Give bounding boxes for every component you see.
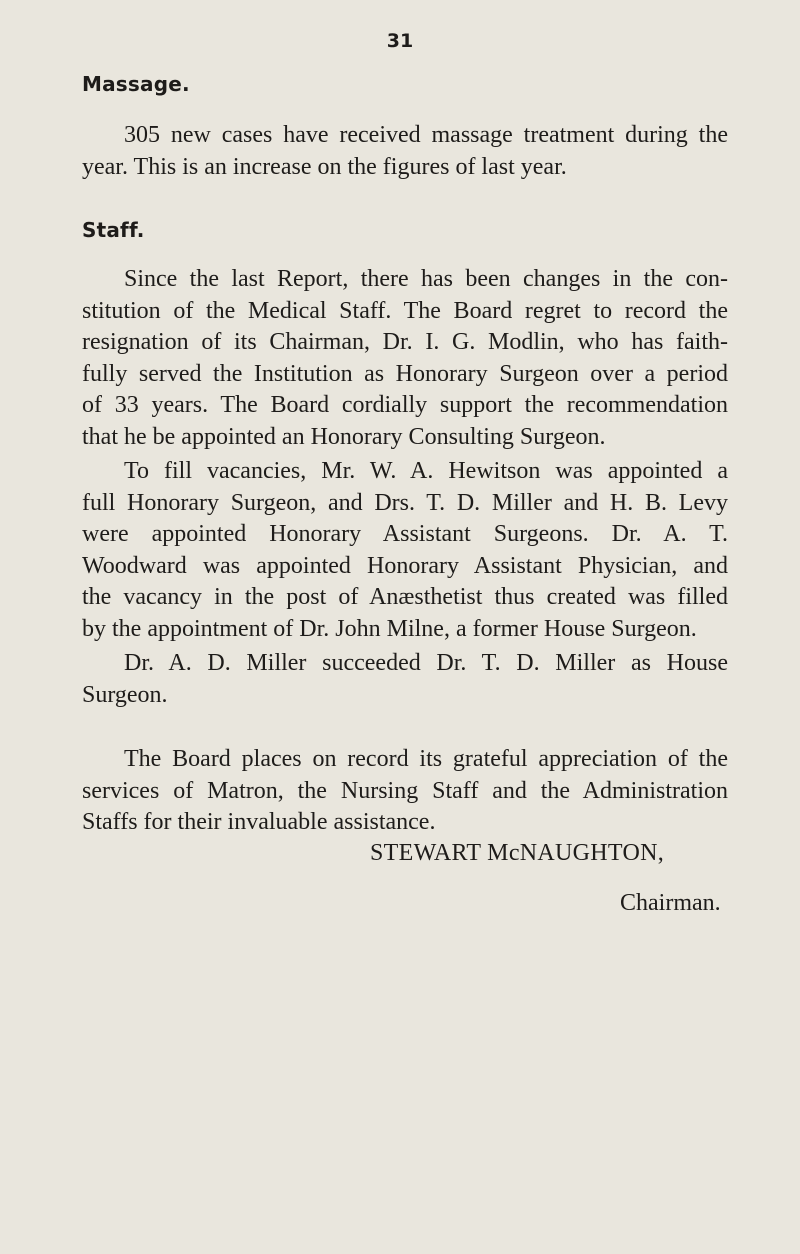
paragraph-line: To fill vacancies, Mr. W. A. Hewitson was appointed a xyxy=(124,458,728,484)
paragraph-line: the vacancy in the post of Anæsthetist thus created was filled xyxy=(82,584,728,611)
paragraph-line: that he be appointed an Honorary Consulting Surgeon. xyxy=(82,423,606,450)
paragraph-line: fully served the Institution as Honorary Surgeon over a period xyxy=(82,360,728,387)
paragraph-line: Since the last Report, there has been changes in the con- xyxy=(124,266,728,292)
page-number: 31 xyxy=(386,30,414,52)
massage-paragraph xyxy=(82,120,728,183)
paragraph-line: resignation of its Chairman, Dr. I. G. Modlin, who has faith- xyxy=(82,329,728,356)
signature-title: Chairman. xyxy=(620,890,721,916)
paragraph-line: stitution of the Medical Staff. The Board regret to record the xyxy=(82,297,728,324)
paragraph-line: full Honorary Surgeon, and Drs. T. D. Miller and H. B. Levy xyxy=(82,489,728,516)
massage-heading: Massage. xyxy=(82,72,190,96)
paragraph-line: of 33 years. The Board cordially support the recommendation xyxy=(82,392,728,419)
paragraph-line: The Board places on record its grateful appreciation of the xyxy=(124,746,728,772)
paragraph-line: were appointed Honorary Assistant Surgeons. Dr. A. T. xyxy=(82,521,728,548)
paragraph-line: Surgeon. xyxy=(82,681,168,708)
signature-name: STEWART McNAUGHTON, xyxy=(370,840,665,866)
paragraph-line: Staffs for their invaluable assistance. xyxy=(82,809,436,836)
staff-heading: Staff. xyxy=(82,218,145,242)
paragraph-line: year. This is an increase on the figures of last year. xyxy=(82,153,567,180)
paragraph-line: services of Matron, the Nursing Staff and the Administration xyxy=(82,777,728,804)
paragraph-line: 305 new cases have received massage treatment during the xyxy=(124,122,728,148)
paragraph-line: Dr. A. D. Miller succeeded Dr. T. D. Miller as House xyxy=(124,650,728,676)
staff-paragraph-4 xyxy=(82,744,728,839)
staff-paragraph-1 xyxy=(82,264,728,454)
paragraph-line: by the appointment of Dr. John Milne, a former House Surgeon. xyxy=(82,615,697,642)
staff-paragraph-3 xyxy=(82,648,728,711)
staff-paragraph-2 xyxy=(82,456,728,646)
paragraph-line: Woodward was appointed Honorary Assistant Physician, and xyxy=(82,552,728,579)
